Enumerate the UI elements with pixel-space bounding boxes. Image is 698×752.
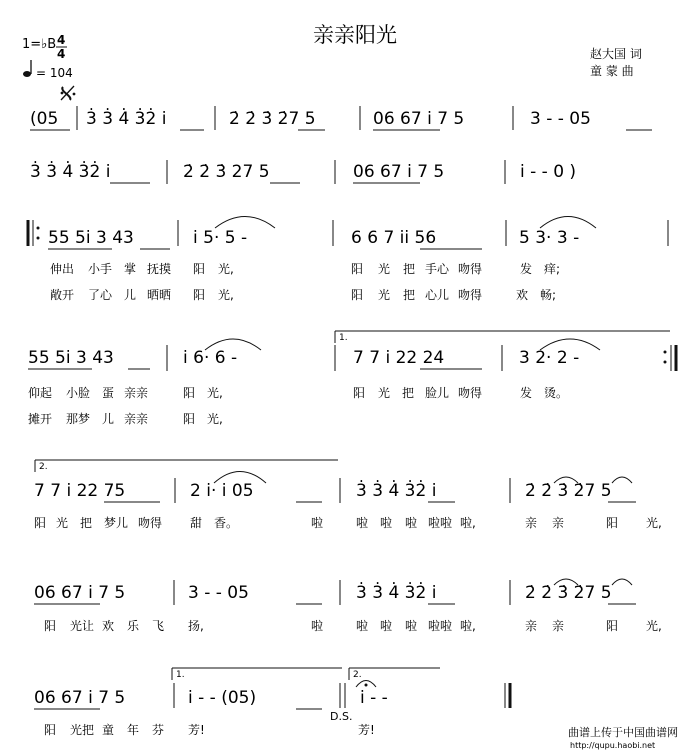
lyric: 阳 <box>193 288 206 302</box>
lyric: 光 <box>56 516 69 530</box>
score-line-3 <box>28 217 668 250</box>
lyric: 阳 <box>353 386 366 400</box>
volta-1-label: 1. <box>176 670 185 680</box>
lyric: 手心 <box>425 262 450 276</box>
lyric: 抚摸 <box>147 262 172 276</box>
lyric: 伸出 <box>50 262 75 276</box>
measure-4-2: i 6· 6 - <box>183 348 238 368</box>
lyric: 阳 <box>183 386 196 400</box>
quarter-note-icon <box>23 60 31 77</box>
measure-7-3: i - - <box>360 688 388 708</box>
measure-6-1: 06 67 i 7 5 <box>34 583 126 603</box>
lyrics-line-4b <box>28 411 223 426</box>
lyric: 阳 <box>351 262 364 276</box>
measure-1-3: 2̇ 2̇ 3̇ 2̇7 5 <box>229 109 316 129</box>
measure-1-2: 3̇ 3̇ 4̇ 3̇2̇ i <box>86 109 167 129</box>
lyric: 亲 <box>525 516 538 530</box>
lyric: 芬 <box>152 723 165 737</box>
lyric: 亲 <box>552 516 565 530</box>
lyric: 梦儿 <box>104 516 129 530</box>
score-title: 亲亲阳光 <box>313 23 397 47</box>
lyric: 烫。 <box>544 386 569 400</box>
lyric: 扬, <box>188 619 204 633</box>
lyric: 阳 <box>606 516 619 530</box>
time-sig-bottom: 4 <box>57 47 66 61</box>
lyric: 儿 <box>102 412 115 426</box>
lyric: 光 <box>378 262 391 276</box>
lyric: 阳 <box>44 619 57 633</box>
lyric: 啦 <box>380 619 393 633</box>
tie-slur <box>540 217 596 229</box>
lyrics-line-3b <box>50 287 556 302</box>
time-sig-top: 4 <box>57 33 66 47</box>
lyric: 敞开 <box>50 288 75 302</box>
measure-4-3: 7 7 i 22 24 <box>353 348 445 368</box>
measure-6-4: 2̇ 2̇ 3̇ 2̇7 5 <box>525 583 612 603</box>
lyric: 蛋 <box>102 386 115 400</box>
lyric: 光, <box>646 619 662 633</box>
ds-marking: D.S. <box>330 710 353 723</box>
lyric: 把 <box>403 288 416 302</box>
measure-3-3: 6 6 7 ii 56 <box>351 228 437 248</box>
lyric: 那梦 <box>66 412 91 426</box>
lyric: 把 <box>402 386 415 400</box>
lyric: 啦 <box>311 619 324 633</box>
lyric: 童 <box>102 723 115 737</box>
tie-slur <box>612 477 632 483</box>
volta-2-label: 2. <box>39 462 48 472</box>
lyric: 芳! <box>188 723 205 737</box>
lyric: 小脸 <box>66 386 91 400</box>
fermata-dot <box>365 684 368 687</box>
lyric: 光 <box>378 288 391 302</box>
repeat-dot <box>37 237 40 240</box>
lyric: 阳 <box>183 412 196 426</box>
lyric: 小手 <box>88 262 113 276</box>
lyric: 亲 <box>525 619 538 633</box>
lyric: 吻得 <box>458 386 483 400</box>
measure-3-4: 5 3· 3 - <box>519 228 580 248</box>
lyric: 啦 <box>311 516 324 530</box>
score-line-6 <box>34 579 636 605</box>
lyric: 啦 <box>380 516 393 530</box>
measure-6-3: 3̇ 3̇ 4̇ 3̇2̇ i <box>356 583 437 603</box>
lyric: 啦, <box>460 619 476 633</box>
repeat-dot <box>664 361 667 364</box>
lyric: 吻得 <box>458 288 483 302</box>
lyric: 掌 <box>124 262 137 276</box>
lyric: 阳 <box>193 262 206 276</box>
lyric: 光, <box>207 412 223 426</box>
measure-2-2: 2̇ 2̇ 3̇ 27 5 <box>183 162 270 182</box>
lyric: 阳 <box>44 723 57 737</box>
lyric: 年 <box>127 723 140 737</box>
lyric: 畅; <box>540 288 557 302</box>
lyric: 啦 <box>356 516 369 530</box>
lyric: 心儿 <box>425 288 450 302</box>
lyric: 光把 <box>70 723 95 737</box>
volta-2-label: 2. <box>353 670 362 680</box>
tie-slur <box>612 579 632 585</box>
score-line-4 <box>28 331 676 371</box>
lyric: 欢 <box>102 619 115 633</box>
lyric: 香。 <box>214 516 239 530</box>
measure-5-3: 3̇ 3̇ 4̇ 3̇2̇ i <box>356 481 437 501</box>
lyric: 发 <box>520 262 533 276</box>
measure-2-1: 3̇ 3̇ 4̇ 3̇2̇ i <box>30 162 111 182</box>
measure-3-2: i 5· 5 - <box>193 228 248 248</box>
measure-5-2: 2 i· i 05 <box>190 481 254 501</box>
measure-2-3: 06 67 i 7 5 <box>353 162 445 182</box>
lyric: 啦, <box>460 516 476 530</box>
lyrics-line-4a <box>28 385 568 400</box>
score-line-2 <box>30 159 576 184</box>
score-line-7 <box>34 668 510 723</box>
tempo-marking: = 104 <box>36 66 73 80</box>
measure-1-4: 06 67 i 7 5 <box>373 109 465 129</box>
lyrics-line-3a <box>50 261 560 276</box>
repeat-dot <box>664 351 667 354</box>
lyric: 阳 <box>606 619 619 633</box>
watermark-line1: 曲谱上传于中国曲谱网 <box>568 726 678 739</box>
measure-6-2: 3 - - 05 <box>188 583 249 603</box>
lyric: 把 <box>403 262 416 276</box>
lyrics-line-5 <box>34 515 662 530</box>
lyric: 光, <box>218 262 234 276</box>
lyric: 亲亲 <box>124 386 149 400</box>
lyric: 光, <box>646 516 662 530</box>
repeat-dot <box>37 227 40 230</box>
measure-7-2: i - - (05) <box>188 688 257 708</box>
lyric: 晒晒 <box>147 288 172 302</box>
lyric: 摊开 <box>28 412 53 426</box>
lyric: 啦 <box>356 619 369 633</box>
lyric: 吻得 <box>458 262 483 276</box>
lyricist-credit: 赵大国 词 <box>590 47 642 61</box>
lyric: 乐 <box>127 619 140 633</box>
lyric: 阳 <box>351 288 364 302</box>
lyric: 芳! <box>358 723 375 737</box>
segno-icon <box>61 86 76 100</box>
lyric: 啦啦 <box>428 516 453 530</box>
key-signature: 1=♭B <box>22 37 57 52</box>
lyric: 仰起 <box>28 386 53 400</box>
lyric: 啦 <box>405 516 418 530</box>
lyric: 光, <box>218 288 234 302</box>
lyric: 欢 <box>516 288 529 302</box>
lyric: 痒; <box>544 262 561 276</box>
lyric: 甜 <box>190 516 203 530</box>
tie-slur <box>215 217 275 229</box>
measure-7-1: 06 67 i 7 5 <box>34 688 126 708</box>
lyric: 光让 <box>70 619 95 633</box>
measure-4-4: 3 2· 2 - <box>519 348 580 368</box>
lyric: 把 <box>80 516 93 530</box>
lyric: 啦 <box>405 619 418 633</box>
lyric: 光 <box>378 386 391 400</box>
lyric: 啦啦 <box>428 619 453 633</box>
measure-5-4: 2̇ 2̇ 3̇ 2̇7 5 <box>525 481 612 501</box>
lyric: 亲 <box>552 619 565 633</box>
measure-1-5: 3 - - 05 <box>530 109 591 129</box>
watermark-line2: http://qupu.haobi.net <box>570 741 656 750</box>
score-line-5 <box>34 460 636 503</box>
measure-2-4: i - - 0 ) <box>520 162 577 182</box>
composer-credit: 童 蒙 曲 <box>590 64 634 78</box>
lyric: 脸儿 <box>425 386 450 400</box>
lyric: 亲亲 <box>124 412 149 426</box>
lyric: 吻得 <box>138 516 163 530</box>
lyric: 发 <box>520 386 533 400</box>
volta-1-label: 1. <box>339 333 348 343</box>
lyrics-line-7 <box>44 722 375 737</box>
lyrics-line-6 <box>44 618 662 633</box>
score-line-1 <box>30 106 652 130</box>
lyric: 光, <box>207 386 223 400</box>
lyric: 儿 <box>124 288 137 302</box>
lyric: 了心 <box>88 288 113 302</box>
lyric: 阳 <box>34 516 47 530</box>
measure-3-1: 55 5i 3 43 <box>48 228 134 248</box>
measure-1-1: (05 <box>30 109 59 129</box>
measure-5-1: 7 7 i 22 75 <box>34 481 126 501</box>
measure-4-1: 55 5i 3 43 <box>28 348 114 368</box>
lyric: 飞 <box>152 619 165 633</box>
